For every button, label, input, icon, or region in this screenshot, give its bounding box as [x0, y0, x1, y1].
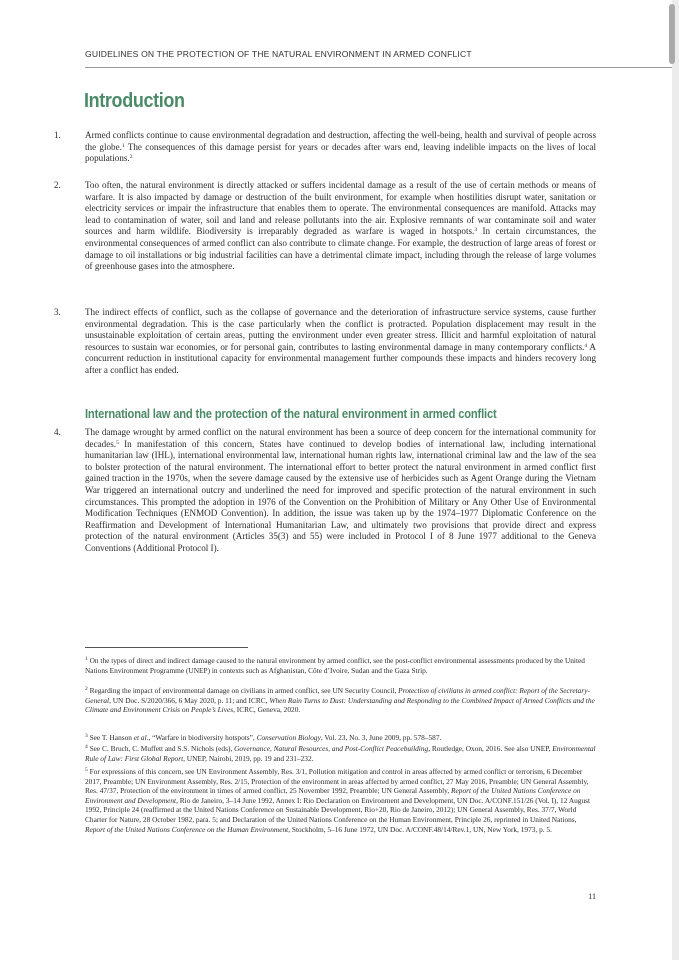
footnote-text: Regarding the impact of environmental damage on civilians in armed conflict, see UN Security Council, [87, 686, 399, 695]
footnote-text: , Vol. 23, No. 3, June 2009, pp. 578–587. [320, 733, 442, 742]
page-title: Introduction [84, 90, 185, 112]
footnote-text: For expressions of this concern, see UN Environment Assembly, Res. 3/1, Pollution mitigation and control in areas affected by armed conflict or terrorism, 6 December 2017, Preamble; UN Environment Assembly, Res. 2/15, Protection of the environment in areas affected by armed conflict, 27 May 2016, Preamble; UN General Assembly, Res. 47/37, Protection of the environment in times of armed conflict, 25 November 1992, Preamble; UN General Assembly, [85, 767, 589, 796]
footnote-mark: 5 [85, 767, 88, 773]
footnote-title: Report of the United Nations Conference on the Human Environment [85, 824, 289, 834]
footnote-ref[interactable]: 4 [584, 342, 588, 349]
footnote-text: , UNEP, Nairobi, 2019, pp. 19 and 231–232. [183, 753, 314, 763]
paragraph-text: The indirect effects of conflict, such as the collapse of governance and the deterioration of infrastructure service systems, cause further environmental degradation. This is the case particularly when the conflict is protracted. Population displacement may result in the unsustainable exploitation of certain areas, putting the environment under even greater stress. Illicit and harmful exploitation of natural resources to sustain war economies, or for personal gain, contributes to lasting environmental damage in many contemporary conflicts. [85, 307, 596, 352]
paragraph-text: In certain circumstances, the environmental consequences of armed conflict can also contribute to climate change. For example, the destruction of large areas of forest or damage to oil installations or big industrial facilities can have a detrimental climate impact, including through the release of large volumes of greenhouse gases into the atmosphere. [85, 226, 596, 272]
footnote-text: See C. Bruch, C. Muffett and S.S. Nichols (eds), [87, 744, 235, 753]
paragraph-number: 1. [54, 130, 61, 140]
scrollbar-thumb[interactable] [669, 4, 675, 64]
footnote-mark: 4 [85, 744, 88, 750]
footnote-title: Environmental Rule of Law: First Global Report [85, 744, 596, 763]
footnote-mark: 1 [85, 656, 88, 662]
paragraph [85, 180, 596, 273]
footnote [85, 744, 596, 763]
paragraph-number: 2. [54, 180, 61, 190]
footnote-text: , UN Doc. S/2020/366, 6 May 2020, p. 11; and ICRC, [109, 695, 270, 705]
paragraph-text: Armed conflicts continue to cause environmental degradation and destruction, affecting the well-being, health and survival of people across the globe. [85, 130, 596, 152]
paragraph-text: The damage wrought by armed conflict on the natural environment has been a source of deep concern for the international community for decades. [85, 427, 596, 449]
header-divider [85, 67, 672, 68]
footnote-title: Governance, Natural Resources, and Post-Conflict Peacebuilding [234, 744, 429, 753]
footnote [85, 656, 596, 675]
paragraph-text: A concurrent reduction in institutional capacity for environmental management further compounds these impacts and hinders recovery long after a conflict has ended. [85, 341, 596, 375]
footnote-divider [85, 647, 248, 648]
footnote [85, 686, 596, 715]
footnote-title: et al. [133, 733, 149, 742]
footnote-text: , “Warfare in biodiversity hotspots”, [148, 733, 257, 742]
paragraph-text: In manifestation of this concern, States have continued to develop bodies of international law, including international humanitarian law (IHL), international environmental law, international human rights law, international criminal law and the law of the sea to bolster protection of the natural environment. The international effort to better protect the natural environment in armed conflict first gained traction in the 1970s, when the severe damage caused by the extensive use of herbicides such as Agent Orange during the Vietnam War triggered an international outcry and underlined the need for improved and specific protection of the natural environment in such circumstances. This prompted the adoption in 1976 of the Convention on the Prohibition of Military or Any Other Use of Environmental Modification Techniques (ENMOD Convention). In addition, the issue was taken up by the 1974–1977 Diplomatic Conference on the Reaffirmation and Development of International Humanitarian Law, and ultimately two provisions that provide direct and express protection of the natural environment (Articles 35(3) and 55) were included in Protocol I of 8 June 1977 additional to the Geneva Conventions (Additional Protocol I). [85, 438, 596, 553]
section-heading: International law and the protection of the natural environment in armed conflict [85, 406, 497, 421]
paragraph [85, 307, 596, 377]
footnote-mark: 2 [85, 686, 88, 692]
footnote-text: See T. Hanson [87, 733, 134, 742]
page-number: 11 [588, 892, 596, 901]
footnote-title: Protection of civilians in armed conflict: Report of the Secretary-General [85, 686, 590, 705]
paragraph [85, 130, 596, 165]
paragraph-number: 3. [54, 307, 61, 317]
footnote-text: , Stockholm, 5–16 June 1972, UN Doc. A/CONF.48/14/Rev.1, UN, New York, 1973, p. 5. [288, 824, 552, 834]
footnote-mark: 3 [85, 733, 88, 739]
footnote-ref[interactable]: 3 [474, 227, 478, 234]
running-header: GUIDELINES ON THE PROTECTION OF THE NATURAL ENVIRONMENT IN ARMED CONFLICT [85, 49, 472, 59]
footnote-ref[interactable]: 2 [129, 154, 133, 161]
paragraph-text: The consequences of this damage persist for years or decades after wars end, leaving indelible impacts on the lives of local populations. [85, 141, 596, 164]
paragraph-number: 4. [54, 427, 61, 437]
footnote [85, 767, 596, 834]
footnote-text: , Rio de Janeiro, 3–14 June 1992, Annex I: Rio Declaration on Environment and Development, UN Doc. A/CONF.151/26 (Vol. I), 12 August 1992, Principle 24 (reaffirmed at the United Nations Conference on Sustainable Development, Rio+20, Rio de Janeiro, 2012); UN General Assembly, Res. 37/7, World Charter for Nature, 28 October 1982, para. 5; and Declaration of the United Nations Conference on the Human Environment, Principle 26, reprinted in United Nations, [85, 795, 591, 824]
footnote-title: Conservation Biology [256, 733, 321, 742]
footnote-ref[interactable]: 1 [121, 142, 125, 149]
scrollbar-track[interactable] [672, 0, 679, 960]
paragraph [85, 427, 596, 555]
footnote [85, 733, 596, 743]
footnote-text: , Routledge, Oxon, 2016. See also UNEP, [428, 744, 553, 753]
footnote-ref[interactable]: 5 [116, 439, 119, 446]
footnote-text: On the types of direct and indirect damage caused to the natural environment by armed conflict, see the post-conflict environmental assessments produced by the United Nations Environment Programme (UNEP) in contexts such as Afghanistan, Côte d’Ivoire, Sudan and the Gaza Strip. [85, 656, 585, 675]
paragraph-text: Too often, the natural environment is directly attacked or suffers incidental damage as a result of the use of certain methods or means of warfare. It is also impacted by damage or destruction of the built environment, for example when hostilities disrupt water, sanitation or electricity services or impair the infrastructure that enables them to operate. The environmental consequences are manifold. Attacks may lead to contamination of water, soil and land and release pollutants into the air. Explosive remnants of war contaminate soil and water sources and harm wildlife. Biodiversity is irreparably degraded as warfare is waged in hotspots. [85, 180, 596, 237]
footnote-title: Report of the United Nations Conference on Environment and Development [85, 786, 581, 805]
footnote-title: When Rain Turns to Dust: Understanding and Responding to the Combined Impact of Armed Conflicts and the Climate and Environment Crisis on People’s Lives [85, 695, 595, 715]
footnote-text: , ICRC, Geneva, 2020. [233, 705, 301, 715]
